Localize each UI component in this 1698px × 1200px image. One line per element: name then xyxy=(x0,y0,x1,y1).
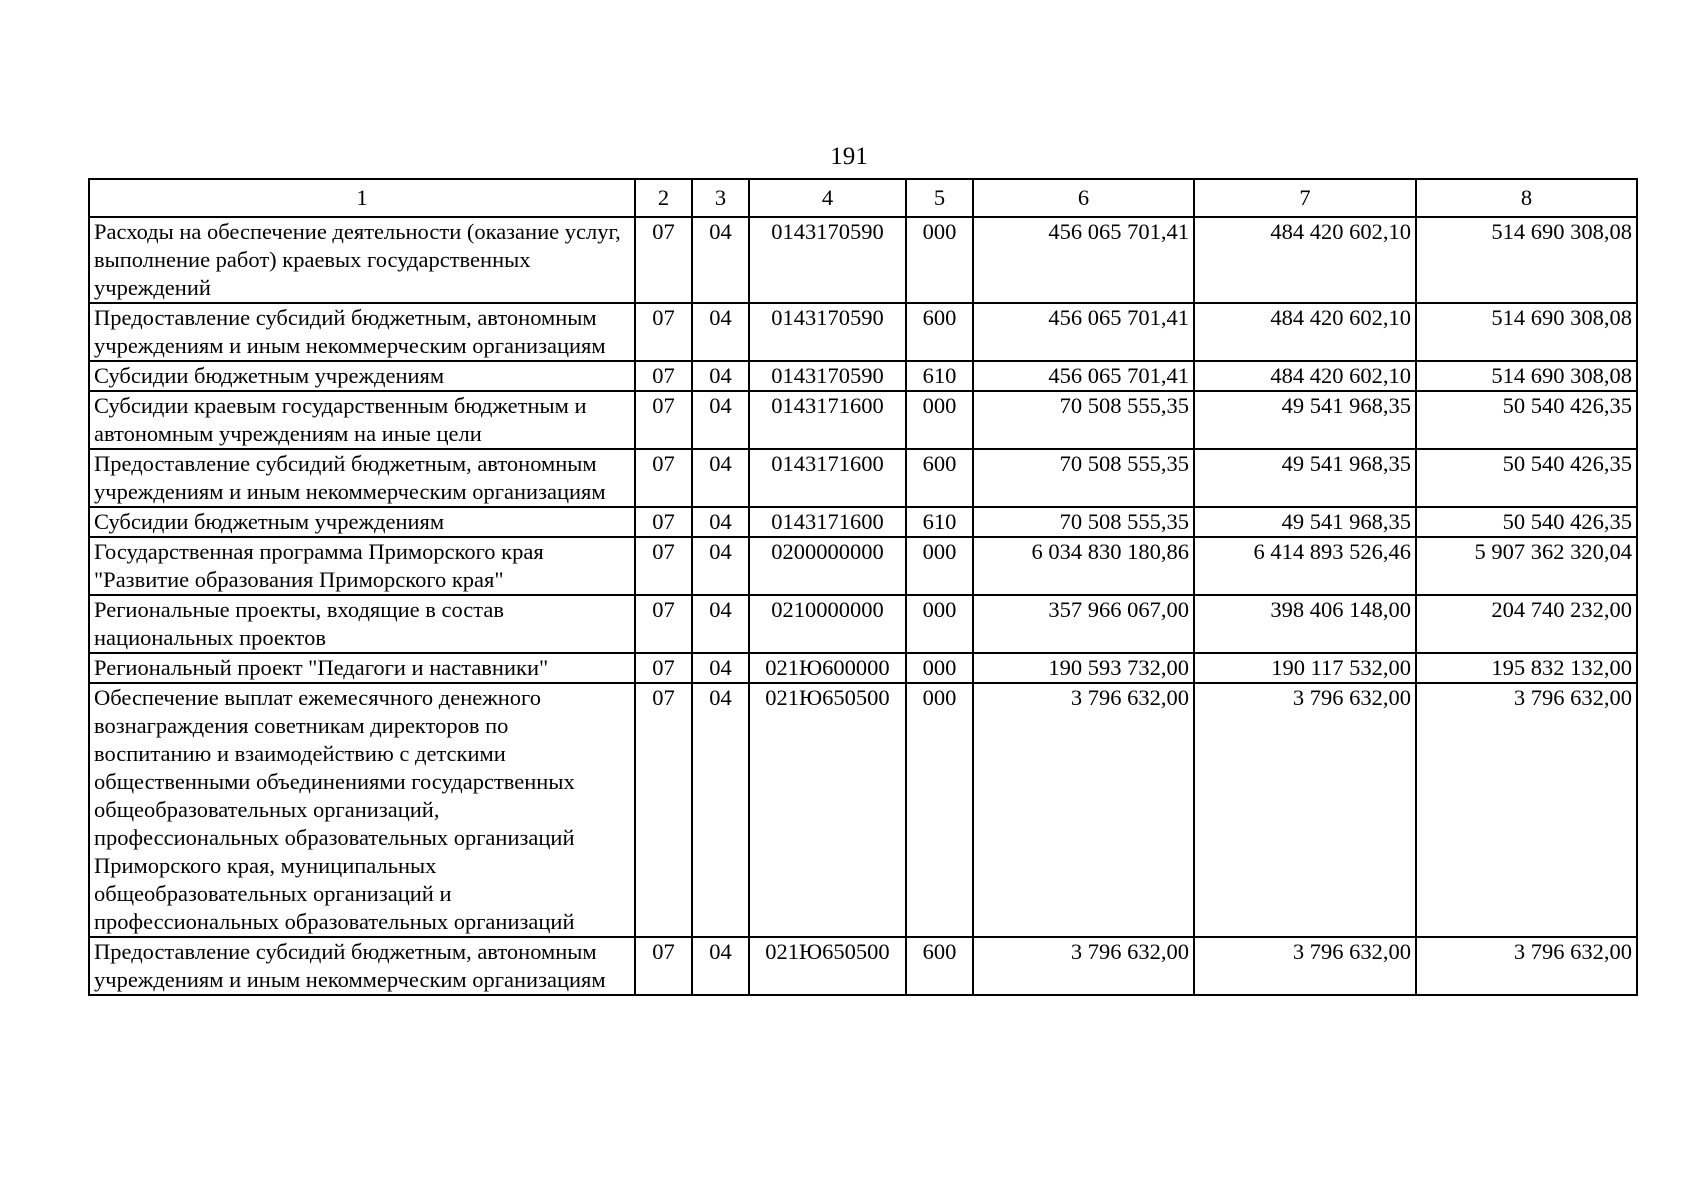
table-row xyxy=(89,683,1637,937)
row-name: Предоставление субсидий бюджетным, автономным учреждениям и иным некоммерческим организациям xyxy=(89,303,635,361)
column-header: 5 xyxy=(906,179,973,217)
amount-col7: 484 420 602,10 xyxy=(1194,361,1416,391)
amount-col8: 5 907 362 320,04 xyxy=(1416,537,1637,595)
table-row xyxy=(89,449,1637,507)
amount-col7: 49 541 968,35 xyxy=(1194,449,1416,507)
amount-col7: 190 117 532,00 xyxy=(1194,653,1416,683)
amount-col6: 190 593 732,00 xyxy=(973,653,1194,683)
target-article-code: 0143170590 xyxy=(749,217,906,303)
row-name: Расходы на обеспечение деятельности (оказание услуг, выполнение работ) краевых государственных учреждений xyxy=(89,217,635,303)
amount-col7: 398 406 148,00 xyxy=(1194,595,1416,653)
expense-type-code: 000 xyxy=(906,391,973,449)
page-number: 191 xyxy=(830,143,868,170)
expense-type-code: 600 xyxy=(906,303,973,361)
target-article-code: 0200000000 xyxy=(749,537,906,595)
amount-col7: 484 420 602,10 xyxy=(1194,303,1416,361)
table-row xyxy=(89,937,1637,995)
column-header: 1 xyxy=(89,179,635,217)
expense-type-code: 000 xyxy=(906,537,973,595)
row-name: Субсидии бюджетным учреждениям xyxy=(89,361,635,391)
target-article-code: 021Ю650500 xyxy=(749,937,906,995)
target-article-code: 0143171600 xyxy=(749,449,906,507)
section-code: 07 xyxy=(635,391,692,449)
subsection-code: 04 xyxy=(692,449,749,507)
row-name: Региональные проекты, входящие в состав национальных проектов xyxy=(89,595,635,653)
section-code: 07 xyxy=(635,449,692,507)
expense-type-code: 000 xyxy=(906,217,973,303)
budget-table xyxy=(88,178,1638,996)
table-row xyxy=(89,217,1637,303)
amount-col8: 514 690 308,08 xyxy=(1416,361,1637,391)
table-row xyxy=(89,537,1637,595)
table-row xyxy=(89,303,1637,361)
amount-col6: 70 508 555,35 xyxy=(973,507,1194,537)
target-article-code: 0143171600 xyxy=(749,391,906,449)
target-article-code: 021Ю600000 xyxy=(749,653,906,683)
amount-col6: 6 034 830 180,86 xyxy=(973,537,1194,595)
header-row xyxy=(89,179,1637,217)
amount-col6: 3 796 632,00 xyxy=(973,937,1194,995)
subsection-code: 04 xyxy=(692,507,749,537)
amount-col7: 49 541 968,35 xyxy=(1194,391,1416,449)
table-row xyxy=(89,653,1637,683)
table-row xyxy=(89,507,1637,537)
amount-col8: 3 796 632,00 xyxy=(1416,937,1637,995)
section-code: 07 xyxy=(635,595,692,653)
expense-type-code: 610 xyxy=(906,507,973,537)
amount-col7: 6 414 893 526,46 xyxy=(1194,537,1416,595)
subsection-code: 04 xyxy=(692,361,749,391)
column-header: 8 xyxy=(1416,179,1637,217)
expense-type-code: 000 xyxy=(906,683,973,937)
amount-col6: 456 065 701,41 xyxy=(973,361,1194,391)
table-row xyxy=(89,391,1637,449)
column-header: 7 xyxy=(1194,179,1416,217)
subsection-code: 04 xyxy=(692,653,749,683)
expense-type-code: 600 xyxy=(906,449,973,507)
subsection-code: 04 xyxy=(692,391,749,449)
amount-col8: 514 690 308,08 xyxy=(1416,303,1637,361)
column-header: 6 xyxy=(973,179,1194,217)
amount-col8: 514 690 308,08 xyxy=(1416,217,1637,303)
target-article-code: 0210000000 xyxy=(749,595,906,653)
section-code: 07 xyxy=(635,653,692,683)
amount-col6: 456 065 701,41 xyxy=(973,303,1194,361)
subsection-code: 04 xyxy=(692,537,749,595)
amount-col6: 3 796 632,00 xyxy=(973,683,1194,937)
amount-col8: 204 740 232,00 xyxy=(1416,595,1637,653)
target-article-code: 0143171600 xyxy=(749,507,906,537)
amount-col6: 70 508 555,35 xyxy=(973,449,1194,507)
column-header: 2 xyxy=(635,179,692,217)
amount-col8: 195 832 132,00 xyxy=(1416,653,1637,683)
section-code: 07 xyxy=(635,537,692,595)
row-name: Региональный проект "Педагоги и наставники" xyxy=(89,653,635,683)
expense-type-code: 000 xyxy=(906,653,973,683)
amount-col7: 3 796 632,00 xyxy=(1194,683,1416,937)
section-code: 07 xyxy=(635,303,692,361)
section-code: 07 xyxy=(635,937,692,995)
section-code: 07 xyxy=(635,507,692,537)
row-name: Предоставление субсидий бюджетным, автономным учреждениям и иным некоммерческим организациям xyxy=(89,449,635,507)
amount-col6: 456 065 701,41 xyxy=(973,217,1194,303)
target-article-code: 021Ю650500 xyxy=(749,683,906,937)
amount-col6: 357 966 067,00 xyxy=(973,595,1194,653)
table-row xyxy=(89,361,1637,391)
row-name: Предоставление субсидий бюджетным, автономным учреждениям и иным некоммерческим организациям xyxy=(89,937,635,995)
subsection-code: 04 xyxy=(692,303,749,361)
amount-col7: 484 420 602,10 xyxy=(1194,217,1416,303)
amount-col8: 3 796 632,00 xyxy=(1416,683,1637,937)
amount-col7: 49 541 968,35 xyxy=(1194,507,1416,537)
subsection-code: 04 xyxy=(692,217,749,303)
amount-col7: 3 796 632,00 xyxy=(1194,937,1416,995)
amount-col8: 50 540 426,35 xyxy=(1416,449,1637,507)
column-header: 4 xyxy=(749,179,906,217)
row-name: Субсидии краевым государственным бюджетным и автономным учреждениям на иные цели xyxy=(89,391,635,449)
row-name: Субсидии бюджетным учреждениям xyxy=(89,507,635,537)
section-code: 07 xyxy=(635,217,692,303)
row-name: Обеспечение выплат ежемесячного денежного вознаграждения советникам директоров по воспитанию и взаимодействию с детскими общественными объединениями государственных общеобразовательных организаций, профессиональных образовательных организаций Приморского края, муниципальных общеобразовательных организаций и профессиональных образовательных организаций xyxy=(89,683,635,937)
table-row xyxy=(89,595,1637,653)
subsection-code: 04 xyxy=(692,683,749,937)
column-header: 3 xyxy=(692,179,749,217)
subsection-code: 04 xyxy=(692,595,749,653)
target-article-code: 0143170590 xyxy=(749,361,906,391)
section-code: 07 xyxy=(635,361,692,391)
expense-type-code: 000 xyxy=(906,595,973,653)
amount-col8: 50 540 426,35 xyxy=(1416,507,1637,537)
section-code: 07 xyxy=(635,683,692,937)
subsection-code: 04 xyxy=(692,937,749,995)
row-name: Государственная программа Приморского края "Развитие образования Приморского края" xyxy=(89,537,635,595)
amount-col6: 70 508 555,35 xyxy=(973,391,1194,449)
expense-type-code: 600 xyxy=(906,937,973,995)
expense-type-code: 610 xyxy=(906,361,973,391)
target-article-code: 0143170590 xyxy=(749,303,906,361)
amount-col8: 50 540 426,35 xyxy=(1416,391,1637,449)
